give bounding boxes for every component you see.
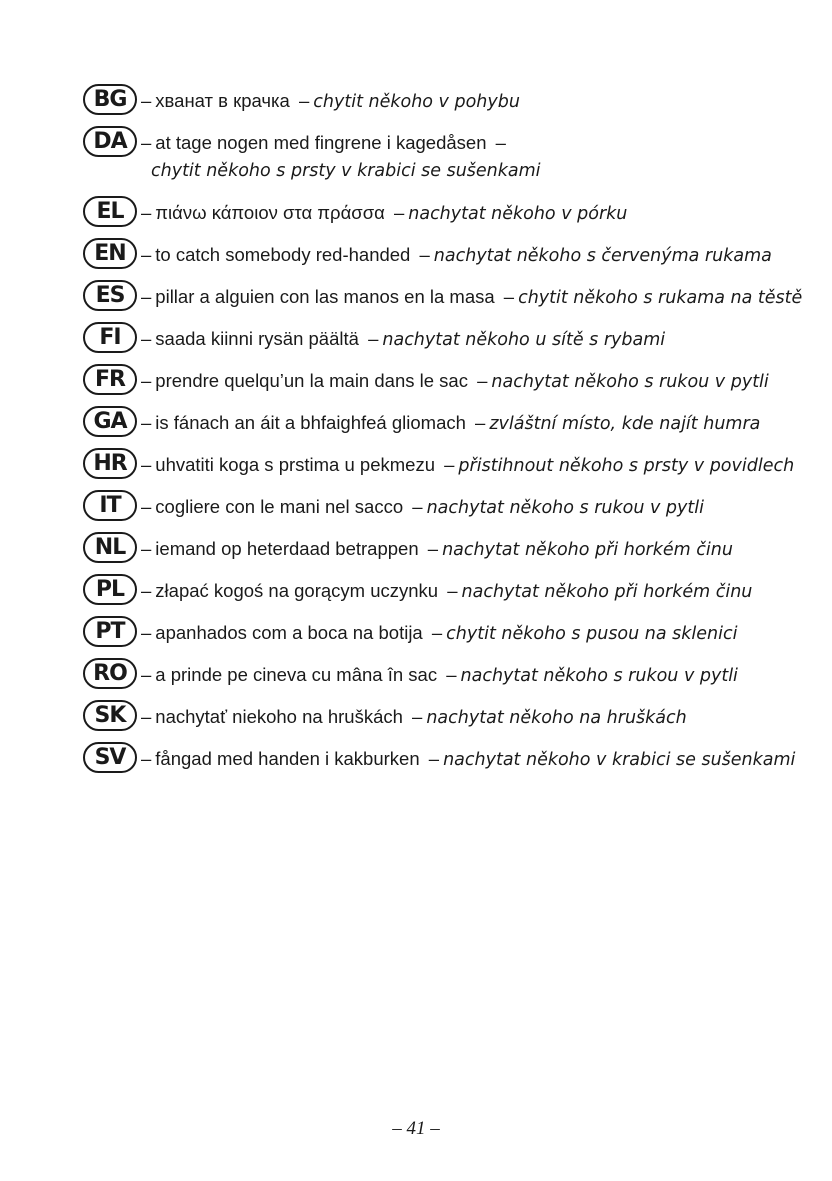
separator: – — [412, 496, 423, 517]
czech-translation: nachytat někoho s rukou v pytli — [460, 666, 738, 686]
czech-translation: chytit někoho s pusou na sklenici — [446, 624, 738, 644]
czech-translation: nachytat někoho u sítě s rybami — [382, 330, 666, 350]
separator: – — [141, 748, 152, 769]
language-badge: SV — [83, 742, 137, 773]
czech-translation: nachytat někoho při horkém činu — [442, 540, 733, 560]
entry-it — [83, 490, 803, 523]
separator: – — [419, 244, 430, 265]
language-badge: BG — [83, 84, 137, 115]
entry-text — [137, 196, 627, 229]
original-phrase: prendre quelqu’un la main dans le sac — [155, 370, 468, 391]
language-badge: DA — [83, 126, 137, 157]
separator: – — [412, 706, 423, 727]
entry-es — [83, 280, 803, 313]
separator: – — [447, 580, 458, 601]
entry-text — [137, 364, 769, 397]
separator: – — [141, 370, 152, 391]
original-phrase: to catch somebody red-handed — [155, 244, 411, 265]
separator: – — [141, 202, 152, 223]
czech-translation: nachytat někoho s rukou v pytli — [426, 498, 704, 518]
entry-hr — [83, 448, 803, 481]
language-badge: IT — [83, 490, 137, 521]
entry-da — [83, 126, 803, 186]
language-badge: GA — [83, 406, 137, 437]
separator: – — [141, 286, 152, 307]
czech-translation: přistihnout někoho s prsty v povidlech — [458, 456, 795, 476]
entry-text — [137, 574, 752, 607]
phrase-list — [83, 84, 803, 784]
separator: – — [141, 454, 152, 475]
language-badge: SK — [83, 700, 137, 731]
separator: – — [503, 286, 515, 307]
entry-en — [83, 238, 803, 271]
entry-text — [137, 532, 733, 565]
czech-translation: nachytat někoho v pórku — [408, 204, 628, 224]
separator: – — [141, 328, 152, 349]
original-phrase: at tage nogen med fingrene i kagedåsen — [155, 132, 487, 153]
separator: – — [141, 706, 152, 727]
original-phrase: pillar a alguien con las manos en la masa — [155, 286, 495, 307]
original-phrase: хванат в крачка — [155, 90, 290, 111]
language-badge: ES — [83, 280, 137, 311]
separator: – — [141, 538, 152, 559]
language-badge: EL — [83, 196, 137, 227]
entry-el — [83, 196, 803, 229]
entry-text — [137, 658, 738, 691]
entry-text — [137, 238, 772, 271]
language-badge: FI — [83, 322, 137, 353]
entry-sv — [83, 742, 803, 775]
original-phrase: πιάνω κάποιον στα πράσσα — [155, 202, 385, 223]
language-badge: PL — [83, 574, 137, 605]
entry-text — [137, 700, 687, 733]
czech-translation: nachytat někoho na hruškách — [426, 708, 687, 728]
language-badge: HR — [83, 448, 137, 479]
original-phrase: złapać kogoś na gorącym uczynku — [155, 580, 439, 601]
entry-nl — [83, 532, 803, 565]
separator: – — [141, 622, 152, 643]
original-phrase: apanhados com a boca na botija — [155, 622, 423, 643]
separator: – — [141, 580, 152, 601]
separator: – — [427, 538, 439, 559]
czech-translation: chytit někoho s rukama na těstě — [518, 288, 803, 308]
separator: – — [477, 370, 488, 391]
separator: – — [393, 202, 405, 223]
language-badge: EN — [83, 238, 137, 269]
entry-text — [137, 322, 665, 355]
entry-fr — [83, 364, 803, 397]
entry-pt — [83, 616, 803, 649]
language-badge: RO — [83, 658, 137, 689]
entry-text — [137, 126, 541, 186]
entry-text — [137, 490, 704, 523]
original-phrase: nachytať niekoho na hruškách — [155, 706, 403, 727]
separator: – — [141, 90, 152, 111]
czech-translation: nachytat někoho s rukou v pytli — [491, 372, 769, 392]
separator: – — [368, 328, 379, 349]
czech-translation: nachytat někoho s červenýma rukama — [433, 246, 772, 266]
original-phrase: is fánach an áit a bhfaighfeá gliomach — [155, 412, 466, 433]
entry-ro — [83, 658, 803, 691]
czech-translation: chytit někoho v pohybu — [313, 92, 520, 112]
original-phrase: a prinde pe cineva cu mâna în sac — [155, 664, 438, 685]
entry-text — [137, 742, 795, 775]
entry-ga — [83, 406, 803, 439]
page-number: – 41 – — [392, 1118, 440, 1139]
separator: – — [428, 748, 440, 769]
entry-text — [137, 280, 802, 313]
entry-bg — [83, 84, 803, 117]
czech-translation: chytit někoho s prsty v krabici se sušenkami — [151, 161, 541, 181]
entry-text — [137, 406, 760, 439]
separator: – — [141, 412, 152, 433]
original-phrase: fångad med handen i kakburken — [155, 748, 420, 769]
original-phrase: saada kiinni rysän päältä — [155, 328, 359, 349]
separator: – — [475, 412, 486, 433]
separator: – — [141, 664, 152, 685]
entry-fi — [83, 322, 803, 355]
language-badge: PT — [83, 616, 137, 647]
entry-text — [137, 84, 520, 117]
czech-translation: zvláštní místo, kde najít humra — [489, 414, 761, 434]
czech-translation: nachytat někoho při horkém činu — [461, 582, 753, 602]
separator: – — [298, 90, 310, 111]
language-badge: NL — [83, 532, 137, 563]
entry-text — [137, 448, 794, 481]
entry-sk — [83, 700, 803, 733]
entry-text — [137, 616, 738, 649]
separator: – — [431, 622, 443, 643]
separator: – — [141, 132, 152, 153]
original-phrase: iemand op heterdaad betrappen — [155, 538, 419, 559]
czech-translation: nachytat někoho v krabici se sušenkami — [443, 750, 796, 770]
separator: – — [446, 664, 457, 685]
original-phrase: cogliere con le mani nel sacco — [155, 496, 404, 517]
separator: – — [495, 132, 506, 153]
original-phrase: uhvatiti koga s prstima u pekmezu — [155, 454, 435, 475]
separator: – — [141, 496, 152, 517]
entry-pl — [83, 574, 803, 607]
language-badge: FR — [83, 364, 137, 395]
separator: – — [444, 454, 455, 475]
separator: – — [141, 244, 152, 265]
